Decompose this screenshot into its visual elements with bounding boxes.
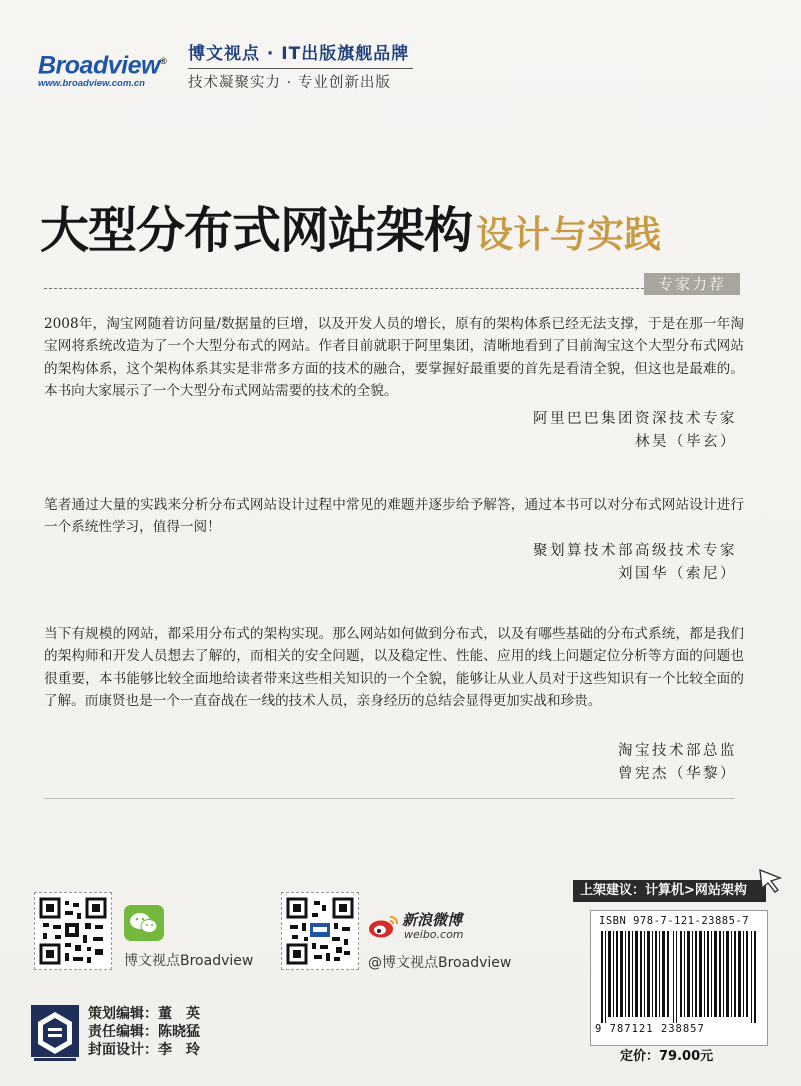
- barcode-digits: 9 787121 238857: [595, 1023, 705, 1035]
- logo-registered-mark: ®: [159, 56, 167, 66]
- recommender-3: [618, 740, 737, 786]
- wechat-label: 博文视点Broadview: [124, 953, 254, 969]
- recommender-1: [533, 408, 737, 454]
- dashed-rule: [44, 288, 644, 289]
- barcode-bars: [599, 931, 759, 1023]
- weibo-url: weibo.com: [404, 928, 464, 941]
- brand-slogan: [188, 42, 418, 94]
- isbn-barcode: [590, 910, 768, 1046]
- recommendation-text-1: 2008年，淘宝网随着访问量/数据量的巨增，以及开发人员的增长，原有的架构体系已经无法支撑，于是在那一年淘宝网将系统改造为了一个大型分布式的网站。作者目前就职于阿里集团，清晰地看到了目前淘宝这个大型分布式网站的架构体系，这个架构体系其实是非常多方面的技术的融合，要掌握好最重要的首先是看清全貌，但这也是最难的。本书向大家展示了一个大型分布式网站需要的技术的全貌。: [44, 316, 744, 400]
- recommender-title: 阿里巴巴集团资深技术专家: [533, 411, 737, 427]
- planning-editor: 策划编辑：董 英: [88, 1006, 200, 1022]
- recommendation-text-3: 当下有规模的网站，都采用分布式的架构实现。那么网站如何做到分布式，以及有哪些基础的分布式系统，都是我们的架构师和开发人员想去了解的，而相关的安全问题，以及稳定性、性能、应用的线上问题定位分析等方面的问题也很重要，本书能够比较全面地给读者带来这些相关知识的一个全貌，能够让从业人员对于这些知识有一个比较全面的了解。而康贤也是一个一直奋战在一线的技术人员，亲身经历的总结会显得更加实战和珍贵。: [44, 626, 744, 710]
- responsible-editor: 责任编辑：陈晓猛: [88, 1024, 200, 1040]
- slogan-rule: [188, 68, 413, 69]
- recommender-title: 聚划算技术部高级技术专家: [533, 543, 737, 559]
- shelf-suggestion: 上架建议：计算机>网站架构: [573, 880, 766, 902]
- weibo-label: @博文视点Broadview: [368, 955, 512, 971]
- publisher-logo-icon: [30, 1004, 80, 1062]
- editor-credits: [88, 1005, 200, 1059]
- expert-badge: 专家力荐: [644, 273, 740, 295]
- wechat-qr-code: [34, 892, 112, 970]
- broadview-logo: [38, 48, 178, 90]
- recommender-name: 林昊（毕玄）: [635, 434, 737, 450]
- isbn-number: ISBN 978-7-121-23885-7: [599, 915, 750, 927]
- title-main: 大型分布式网站架构: [40, 202, 473, 259]
- recommendation-text-2: 笔者通过大量的实践来分析分布式网站设计过程中常见的难题并逐步给予解答，通过本书可以对分布式网站设计进行一个系统性学习，值得一阅！: [44, 497, 744, 536]
- divider: [44, 798, 734, 799]
- cover-designer: 封面设计：李 玲: [88, 1042, 200, 1058]
- recommender-title: 淘宝技术部总监: [618, 743, 737, 759]
- slogan-line-1: 博文视点 · IT出版旗舰品牌: [188, 44, 410, 64]
- weibo-icon: [368, 913, 400, 939]
- logo-url: www.broadview.com.cn: [38, 78, 145, 90]
- cursor-icon: [756, 866, 786, 896]
- book-title: [40, 192, 661, 262]
- weibo-name: 新浪微博: [402, 911, 463, 929]
- recommend-header: [44, 272, 748, 296]
- recommender-2: [533, 540, 737, 586]
- recommender-name: 曾宪杰（华黎）: [618, 766, 737, 782]
- price: 定价：79.00元: [620, 1049, 714, 1064]
- wechat-icon: [124, 905, 164, 941]
- recommender-name: 刘国华（索尼）: [618, 566, 737, 582]
- title-sub: 设计与实践: [476, 213, 662, 256]
- weibo-qr-code: [281, 892, 359, 970]
- slogan-line-2: 技术凝聚实力 · 专业创新出版: [188, 75, 391, 91]
- logo-text: Broadview: [38, 51, 160, 80]
